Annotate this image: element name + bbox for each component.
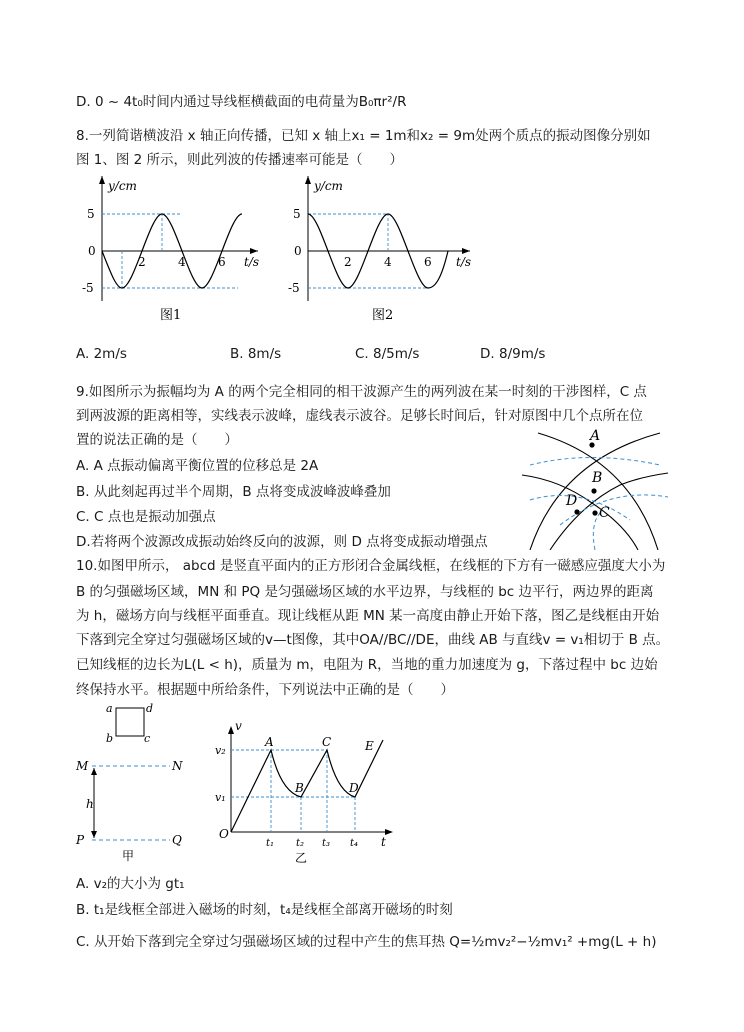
q10-figure-yi: [215, 700, 395, 870]
fig2-tick-x2: 2: [344, 255, 352, 269]
yi-point-b: B: [295, 781, 304, 795]
fig1-vibration-graph: [82, 176, 259, 323]
q9-point-c-label: C: [599, 505, 610, 521]
q8-option-d: D. 8/9m/s: [480, 346, 546, 362]
q9-stem-line1: 9.如图所示为振幅均为 A 的两个完全相同的相干波源产生的两列波在某一时刻的干涉图样，C 点: [76, 384, 647, 400]
fig1-tick-0: 0: [88, 244, 96, 258]
fig2-ylabel: y/cm: [314, 179, 343, 193]
q10-option-c: C. 从开始下落到完全穿过匀强磁场区域的过程中产生的焦耳热 Q=½mv₂²−½mv₁² +mg(L + h): [76, 934, 657, 950]
yi-origin: O: [219, 827, 229, 841]
fig2-tick-5: 5: [293, 207, 301, 221]
jia-label-n: N: [172, 759, 183, 773]
q10-stem-line1: 10.如图甲所示， abcd 是竖直平面内的正方形闭合金属线框，在线框的下方有一磁感应强度大小为: [76, 558, 666, 574]
q9-interference-figure: [520, 425, 670, 550]
jia-label-h: h: [86, 797, 94, 811]
yi-tick-t1: t₁: [266, 838, 275, 849]
fig1-xlabel: t/s: [244, 255, 260, 269]
q8-option-a: A. 2m/s: [76, 346, 127, 362]
q10-stem-line6: 终保持水平。根据题中所给条件，下列说法中正确的是（ ）: [76, 682, 454, 698]
jia-label-a: a: [106, 702, 113, 715]
jia-label-d: d: [146, 702, 154, 715]
q9-point-b-label: B: [592, 470, 603, 486]
fig2-tick-neg5: -5: [288, 281, 300, 295]
fig1-tick-5: 5: [87, 207, 95, 221]
yi-point-a: A: [265, 735, 274, 749]
yi-point-c: C: [322, 735, 332, 749]
yi-label-v1: v₁: [215, 791, 226, 804]
fig2-tick-x6: 6: [424, 255, 432, 269]
q9-option-b: B. 从此刻起再过半个周期，B 点将变成波峰波峰叠加: [76, 484, 391, 500]
q9-point-d-label: D: [566, 493, 578, 509]
jia-label-b: b: [106, 732, 114, 745]
prev-option-d-text: D. 0 ~ 4t₀时间内通过导线框横截面的电荷量为B₀πr²/R: [76, 94, 407, 110]
q8-figures: [78, 176, 478, 326]
jia-label-m: M: [76, 759, 89, 773]
jia-label-p: P: [76, 833, 85, 847]
yi-caption: 乙: [295, 851, 308, 865]
yi-tick-t3: t₃: [322, 838, 331, 849]
q10-stem-line2: B 的匀强磁场区域，MN 和 PQ 是匀强磁场区域的水平边界，与线框的 bc 边平行，两边界的距离: [76, 584, 654, 600]
fig2-tick-x4: 4: [384, 255, 392, 269]
fig2-caption: 图2: [372, 308, 394, 323]
jia-label-c: c: [144, 732, 151, 745]
q9-point-a-label: A: [590, 428, 601, 444]
fig1-tick-x4: 4: [178, 255, 186, 269]
yi-label-v2: v₂: [215, 744, 226, 757]
yi-tick-t4: t₄: [350, 838, 359, 849]
yi-point-e: E: [365, 739, 374, 753]
q10-option-b: B. t₁是线框全部进入磁场的时刻，t₄是线框全部离开磁场的时刻: [76, 902, 453, 918]
q10-stem-line5: 已知线框的边长为L(L < h)，质量为 m，电阻为 R，当地的重力加速度为 g，下落过程中 bc 边始: [76, 657, 658, 673]
fig2-xlabel: t/s: [456, 255, 472, 269]
fig2-tick-0: 0: [294, 244, 302, 258]
q10-stem-line4: 下落到完全穿过匀强磁场区域的v—t图像，其中OA//BC//DE，曲线 AB 与直线v = v₁相切于 B 点。: [76, 632, 670, 648]
yi-tick-t2: t₂: [296, 838, 305, 849]
prev-option-d: [76, 90, 406, 110]
q9-option-d: D.若将两个波源改成振动始终反向的波源，则 D 点将变成振动增强点: [76, 534, 488, 550]
fig1-tick-x6: 6: [218, 255, 226, 269]
fig1-ylabel: y/cm: [108, 179, 137, 193]
q8-stem-line1: 8.一列简谐横波沿 x 轴正向传播，已知 x 轴上x₁ = 1m和x₂ = 9m处两个质点的振动图像分别如: [76, 128, 651, 144]
yi-axis-v: v: [235, 719, 242, 733]
fig1-caption: 图1: [160, 308, 182, 323]
fig1-tick-neg5: -5: [82, 281, 94, 295]
q9-stem-line3: 置的说法正确的是（ ）: [76, 432, 238, 448]
fig2-vibration-graph: [288, 176, 471, 323]
q9-stem-line2: 到两波源的距离相等，实线表示波峰，虚线表示波谷。足够长时间后，针对原图中几个点所在位: [76, 408, 643, 424]
q9-option-a: A. A 点振动偏离平衡位置的位移总是 2A: [76, 458, 319, 474]
q9-option-c: C. C 点也是振动加强点: [76, 509, 216, 525]
jia-caption: 甲: [122, 849, 135, 863]
q10-figure-jia: [74, 700, 204, 870]
fig1-tick-x2: 2: [138, 255, 146, 269]
q10-stem-line3: 为 h，磁场方向与线框平面垂直。现让线框从距 MN 某一高度由静止开始下落，图乙是线框由开始: [76, 608, 660, 624]
yi-axis-t: t: [381, 835, 386, 849]
q8-option-c: C. 8/5m/s: [355, 346, 420, 362]
q8-option-b: B. 8m/s: [230, 346, 282, 362]
q8-stem-line2: 图 1、图 2 所示，则此列波的传播速率可能是（ ）: [76, 152, 404, 168]
jia-label-q: Q: [172, 833, 182, 847]
q10-option-a: A. v₂的大小为 gt₁: [76, 876, 185, 892]
yi-point-d: D: [349, 781, 359, 795]
